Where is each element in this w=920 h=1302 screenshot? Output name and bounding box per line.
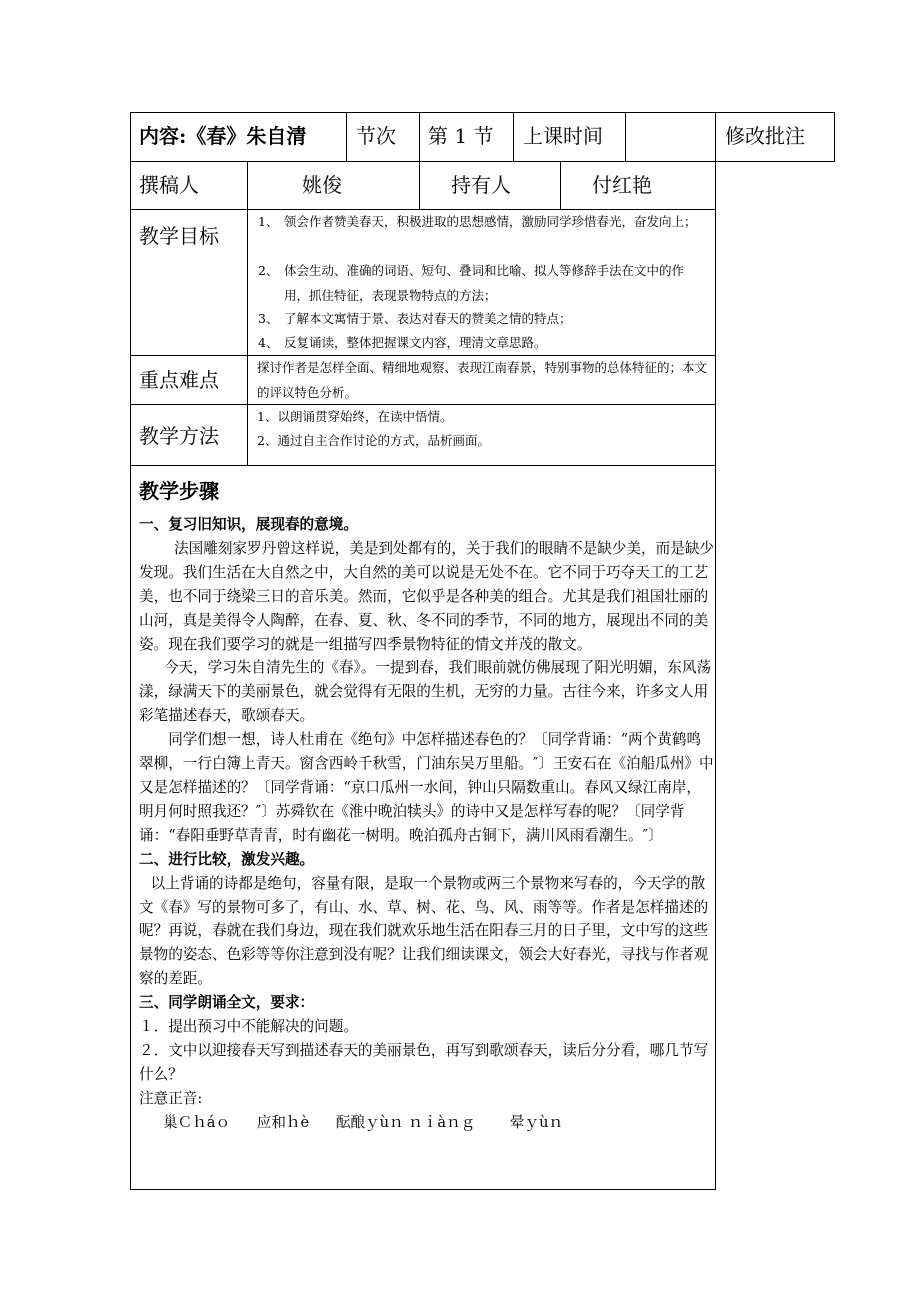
table-bottom-border [130, 1189, 715, 1190]
pronunciation-item: 应和ｈè [256, 1113, 310, 1131]
objective-2-num: 2、 [258, 263, 279, 278]
objectives-label: 教学目标 [139, 224, 219, 248]
section-label: 节次 [356, 124, 396, 148]
step-2-paragraph-1: 以上背诵的诗都是绝句，容量有限，是取一个景物或两三个景物来写春的，今天学的散文《春》写的景物可多了，有山、水、草、树、花、鸟、风、雨等等。作者是怎样描述的呢？再说，春就在我们身边，现在我们就欢乐地生活在阳春三月的日子里，文中写的这些景物的姿态、色彩等等你注意到没有呢？让我们细读课文，领会大好春光，寻找与作者观察的差距。 [139, 874, 709, 988]
section-value: 第 1 节 [428, 124, 494, 148]
col-divider-2 [419, 112, 420, 162]
step-1-paragraph-3: 同学们想一想，诗人杜甫在《绝句》中怎样描述春色的？〔同学背诵：“两个黄鹤鸣翠柳，一行白簿上青天。窗含西岭千秋雪，门油东吴万里船。″〕王安石在《泊船瓜州》中又是怎样描述的？〔同学背诵：“京口瓜州一水间，钟山只隔数重山。春风又绿江南岸，明月何时照我还？″〕苏舜钦在《淮中晚泊犊头》的诗中又是怎样写春的呢？〔同学背诵：“春阳垂野草青青，时有幽花一树明。晚泊孤舟古铜下，满川风雨看潮生。″〕 [139, 731, 714, 844]
objective-2-text: 体会生动、准确的词语、短句、叠词和比喻、拟人等修辞手法在文中的作用，抓住特征，表现景物特点的方法； [284, 263, 685, 303]
step-2-heading: 二、进行比较，激发兴趣。 [139, 850, 315, 868]
revision-right-border [834, 112, 835, 162]
row5-bottom-border [130, 465, 715, 466]
step-1-paragraph-2: 今天，学习朱自清先生的《春》。一提到春，我们眼前就仿佛展现了阳光明媚，东风荡漾，绿满天下的美丽景色，就会觉得有无限的生机，无穷的力量。古往今来，许多文人用彩笔描述春天，歌颂春天。 [139, 659, 712, 725]
objective-4-text: 反复诵读，整体把握课文内容，理清文章思路。 [284, 335, 547, 350]
author-value: 姚俊 [302, 173, 342, 197]
col-divider-3 [513, 112, 514, 162]
author-label: 撰稿人 [139, 173, 199, 197]
key-points-text: 探讨作者是怎样全面、精细地观察、表现江南春景，特别事物的总体特征的；本文的评议特色分析。 [257, 360, 708, 400]
steps-body [139, 513, 715, 1135]
step-1-paragraph-1: 法国雕刻家罗丹曾这样说，美是到处都有的，关于我们的眼睛不是缺少美，而是缺少发现。我们生活在大自然之中，大自然的美可以说是无处不在。它不同于巧夺天工的工艺美，也不同于绕梁三日的音乐美。然而，它似乎是各种美的组合。尤其是我们祖国壮丽的山河，真是美得令人陶醉，在春、夏、秋、冬不同的季节，不同的地方，展现出不同的美姿。现在我们要学习的就是一组描写四季景物特征的情文并茂的散文。 [139, 539, 715, 653]
objective-3-num: 3、 [258, 311, 279, 326]
methods-label: 教学方法 [139, 424, 219, 448]
label-col-divider [247, 209, 248, 465]
pronunciation-line [139, 1111, 715, 1135]
class-time-label: 上课时间 [523, 124, 603, 148]
objective-3-text: 了解本文寓情于景、表达对春天的赞美之情的特点； [284, 311, 572, 326]
author-col-divider-1 [247, 161, 248, 210]
step-3-item-1: １．提出预习中不能解决的问题。 [139, 1018, 358, 1036]
row1-bottom-border [130, 161, 835, 162]
revision-label: 修改批注 [725, 124, 805, 148]
author-col-divider-2 [419, 161, 420, 210]
objective-4-num: 4、 [258, 335, 279, 350]
table-top-border [130, 112, 835, 113]
key-points-label: 重点难点 [139, 368, 219, 392]
table-left-border [130, 112, 131, 1190]
pronunciation-item: 晕ｙùｎ [509, 1113, 564, 1131]
col-divider-4 [625, 112, 626, 162]
step-1-heading: 一、复习旧知识，展现春的意境。 [139, 516, 358, 533]
author-col-divider-3 [560, 161, 561, 210]
method-2: 2、通过自主合作讨论的方式，品析画面。 [257, 433, 490, 448]
pronunciation-item: 巢Ｃｈáｏ [163, 1113, 231, 1131]
main-right-border [715, 112, 716, 1190]
objective-1-text: 领会作者赞美春天，积极进取的思想感情，激励同学珍惜春光，奋发向上； [284, 214, 697, 229]
pronunciation-label: 注意正音: [139, 1089, 203, 1107]
objective-1-num: 1、 [258, 214, 279, 229]
content-label: 内容:《春》朱自清 [139, 124, 307, 148]
method-1: 1、以朗诵贯穿始终，在读中悟情。 [257, 409, 453, 424]
holder-value: 付红艳 [592, 173, 652, 197]
pronunciation-item: 酝酿ｙùｎ ｎｉàｎｇ [335, 1113, 476, 1131]
step-3-heading: 三、同学朗诵全文，要求： [139, 994, 315, 1012]
step-3-item-2: ２．文中以迎接春天写到描述春天的美丽景色，再写到歌颂春天，读后分分看，哪几节写什么？ [139, 1041, 709, 1083]
steps-title: 教学步骤 [139, 479, 219, 503]
col-divider-1 [346, 112, 347, 162]
holder-label: 持有人 [451, 173, 511, 197]
